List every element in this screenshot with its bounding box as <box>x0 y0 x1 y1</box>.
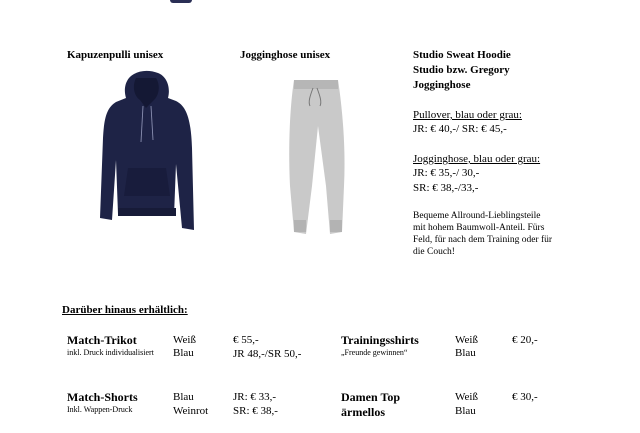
match-shorts-color-2: Weinrot <box>173 405 209 417</box>
trainingsshirts-color-2: Blau <box>455 347 476 359</box>
match-shorts-price-1: JR: € 33,- <box>233 391 277 403</box>
damen-top-name-1: Damen Top <box>341 390 401 404</box>
jogger-image <box>280 76 352 238</box>
trainingsshirts-name: Trainingsshirts <box>341 333 419 347</box>
pullover-heading: Pullover, blau oder grau: <box>413 109 522 121</box>
match-trikot-color-2: Blau <box>173 347 194 359</box>
studio-desc-3: Feld, für nach dem Training oder für <box>413 235 553 245</box>
trainingsshirts-price: € 20,- <box>512 334 538 346</box>
match-trikot-color-1: Weiß <box>173 334 196 346</box>
jogging-price-2: SR: € 38,-/33,- <box>413 182 479 194</box>
previous-item-edge <box>170 0 192 3</box>
studio-title-line1: Studio Sweat Hoodie <box>413 49 511 61</box>
match-shorts-note: Inkl. Wappen-Druck <box>67 405 133 414</box>
hoodie-title: Kapuzenpulli unisex <box>67 49 164 61</box>
damen-top-price: € 30,- <box>512 391 538 403</box>
damen-top-name-2: ärmellos <box>341 405 385 419</box>
match-trikot-name: Match-Trikot <box>67 333 137 347</box>
match-shorts-name: Match-Shorts <box>67 390 138 404</box>
match-trikot-note: inkl. Druck individualisiert <box>67 348 154 357</box>
studio-desc-2: mit hohem Baumwoll-Anteil. Fürs <box>413 223 545 233</box>
studio-desc-4: die Couch! <box>413 247 455 257</box>
match-shorts-color-1: Blau <box>173 391 194 403</box>
extras-heading: Darüber hinaus erhältlich: <box>62 304 188 316</box>
hoodie-image <box>96 68 200 236</box>
damen-top-color-1: Weiß <box>455 391 478 403</box>
jogging-price-1: JR: € 35,-/ 30,- <box>413 167 480 179</box>
studio-title-line3: Jogginghose <box>413 79 471 91</box>
jogger-title: Jogginghose unisex <box>240 49 331 61</box>
studio-title-line2: Studio bzw. Gregory <box>413 64 510 76</box>
match-shorts-price-2: SR: € 38,- <box>233 405 278 417</box>
pullover-price: JR: € 40,-/ SR: € 45,- <box>413 123 507 135</box>
studio-desc-1: Bequeme Allround-Lieblingsteile <box>413 211 541 221</box>
trainingsshirts-note: „Freunde gewinnen“ <box>341 348 408 357</box>
trainingsshirts-color-1: Weiß <box>455 334 478 346</box>
match-trikot-price-2: JR 48,-/SR 50,- <box>233 348 302 360</box>
match-trikot-price-1: € 55,- <box>233 334 259 346</box>
damen-top-color-2: Blau <box>455 405 476 417</box>
jogging-heading: Jogginghose, blau oder grau: <box>413 153 541 165</box>
